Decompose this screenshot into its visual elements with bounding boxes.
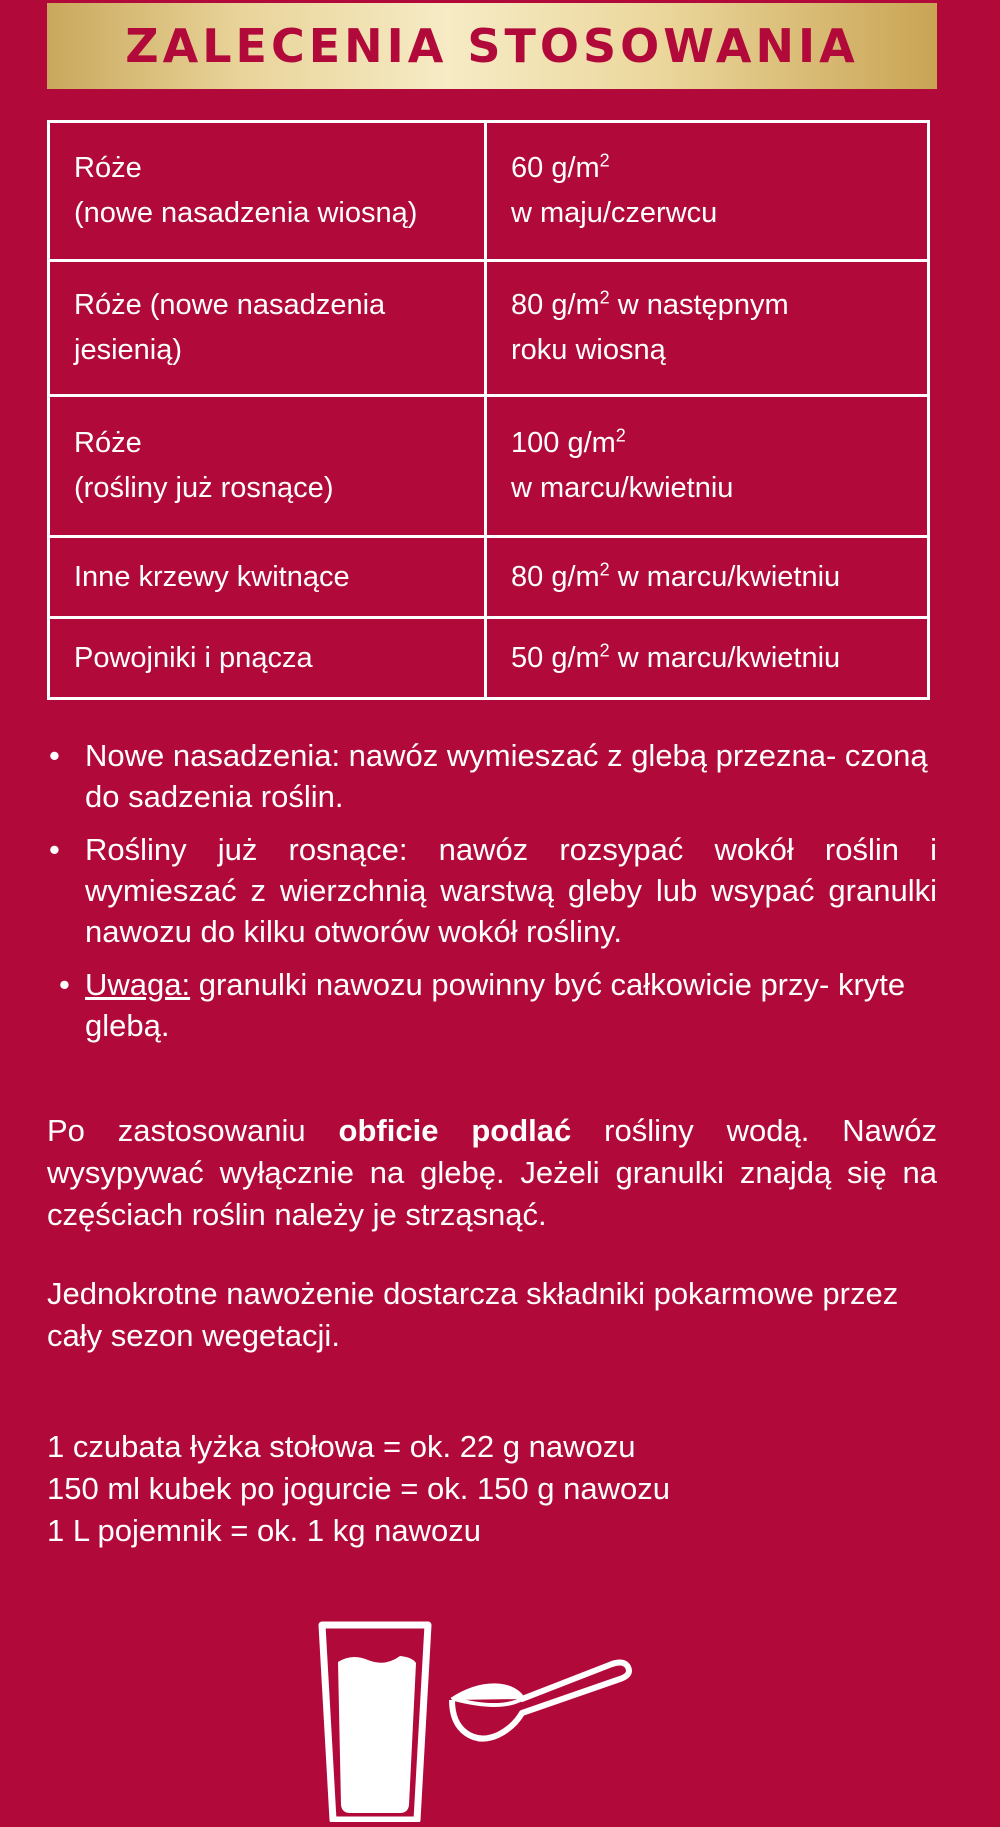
- dose-value: 100 g/m: [511, 427, 616, 459]
- plant-line: Róże: [74, 152, 142, 184]
- superscript: 2: [599, 558, 610, 579]
- table-row: [49, 122, 929, 261]
- bullet-icon: •: [49, 738, 60, 773]
- dosage-table: [47, 120, 930, 700]
- list-item: [47, 735, 937, 817]
- dose-value: 50 g/m: [511, 641, 600, 674]
- dose-cell: [486, 396, 929, 537]
- bullet-text: granulki nawozu powinny być całkowicie przy- kryte glebą.: [85, 967, 906, 1043]
- table-row: [49, 261, 929, 396]
- dose-suffix: w marcu/kwietniu: [609, 560, 841, 593]
- table-row: [49, 537, 929, 618]
- dose-line: w maju/czerwcu: [511, 197, 718, 229]
- plant-cell: [49, 618, 486, 699]
- dose-cell: [486, 537, 929, 618]
- paragraph-text: rośliny wodą. Nawóz wysypywać wyłącznie na glebę. Jeżeli granulki znajdą się na częściach roślin należy je strząsnąć.: [47, 1113, 937, 1232]
- plant-cell: [49, 122, 486, 261]
- bullet-text: Nowe nasadzenia: nawóz wymieszać z glebą przezna- czoną do sadzenia roślin.: [85, 738, 928, 814]
- emphasis-text: obficie podlać: [338, 1113, 572, 1148]
- plant-line: Róże (nowe nasadzenia: [74, 289, 386, 321]
- page-title: ZALECENIA STOSOWANIA: [125, 19, 859, 73]
- measures-list: [47, 1426, 937, 1552]
- dose-suffix: w marcu/kwietniu: [609, 641, 841, 674]
- plant-line: jesienią): [74, 334, 182, 366]
- paragraph-text: Po zastosowaniu: [47, 1113, 339, 1148]
- superscript: 2: [599, 639, 610, 660]
- bullet-icon: •: [59, 967, 70, 1002]
- bullet-text: Rośliny już rosnące: nawóz rozsypać wokół roślin i wymieszać z wierzchnią warstwą gleby lub wsypać granulki nawozu do kilku otworów wokół rośliny.: [85, 832, 937, 949]
- season-paragraph: Jednokrotne nawożenie dostarcza składniki pokarmowe przez cały sezon wegetacji.: [47, 1276, 899, 1353]
- instruction-list: [47, 735, 937, 1058]
- plant-line: Powojniki i pnącza: [74, 641, 313, 674]
- bullet-icon: •: [49, 832, 60, 867]
- measure-line: 1 L pojemnik = ok. 1 kg nawozu: [47, 1513, 481, 1548]
- list-item: [47, 964, 937, 1046]
- dose-line: roku wiosną: [511, 334, 666, 366]
- dose-cell: [486, 122, 929, 261]
- measure-line: 1 czubata łyżka stołowa = ok. 22 g nawozu: [47, 1429, 636, 1464]
- plant-line: (rośliny już rosnące): [74, 472, 334, 504]
- warning-label: Uwaga:: [85, 967, 191, 1002]
- superscript: 2: [599, 287, 610, 308]
- plant-line: Inne krzewy kwitnące: [74, 560, 350, 593]
- plant-cell: [49, 261, 486, 396]
- icon-row: [0, 1615, 1000, 1822]
- measure-line: 150 ml kubek po jogurcie = ok. 150 g nawozu: [47, 1471, 670, 1506]
- dose-value: 60 g/m: [511, 152, 600, 184]
- watering-paragraph: [47, 1110, 937, 1236]
- header-banner: [47, 3, 937, 89]
- list-item: [47, 829, 937, 952]
- dose-cell: [486, 261, 929, 396]
- dose-line: w marcu/kwietniu: [511, 472, 734, 504]
- scoop-icon: [452, 1663, 629, 1739]
- plant-cell: [49, 537, 486, 618]
- dose-suffix: w następnym: [609, 289, 789, 321]
- dose-cell: [486, 618, 929, 699]
- plant-cell: [49, 396, 486, 537]
- measure-icons: [0, 1615, 1000, 1822]
- dose-value: 80 g/m: [511, 560, 600, 593]
- table-row: [49, 396, 929, 537]
- superscript: 2: [599, 150, 610, 171]
- superscript: 2: [615, 425, 626, 446]
- dose-value: 80 g/m: [511, 289, 600, 321]
- table-row: [49, 618, 929, 699]
- cup-icon: [322, 1625, 428, 1820]
- plant-line: Róże: [74, 427, 142, 459]
- plant-line: (nowe nasadzenia wiosną): [74, 197, 418, 229]
